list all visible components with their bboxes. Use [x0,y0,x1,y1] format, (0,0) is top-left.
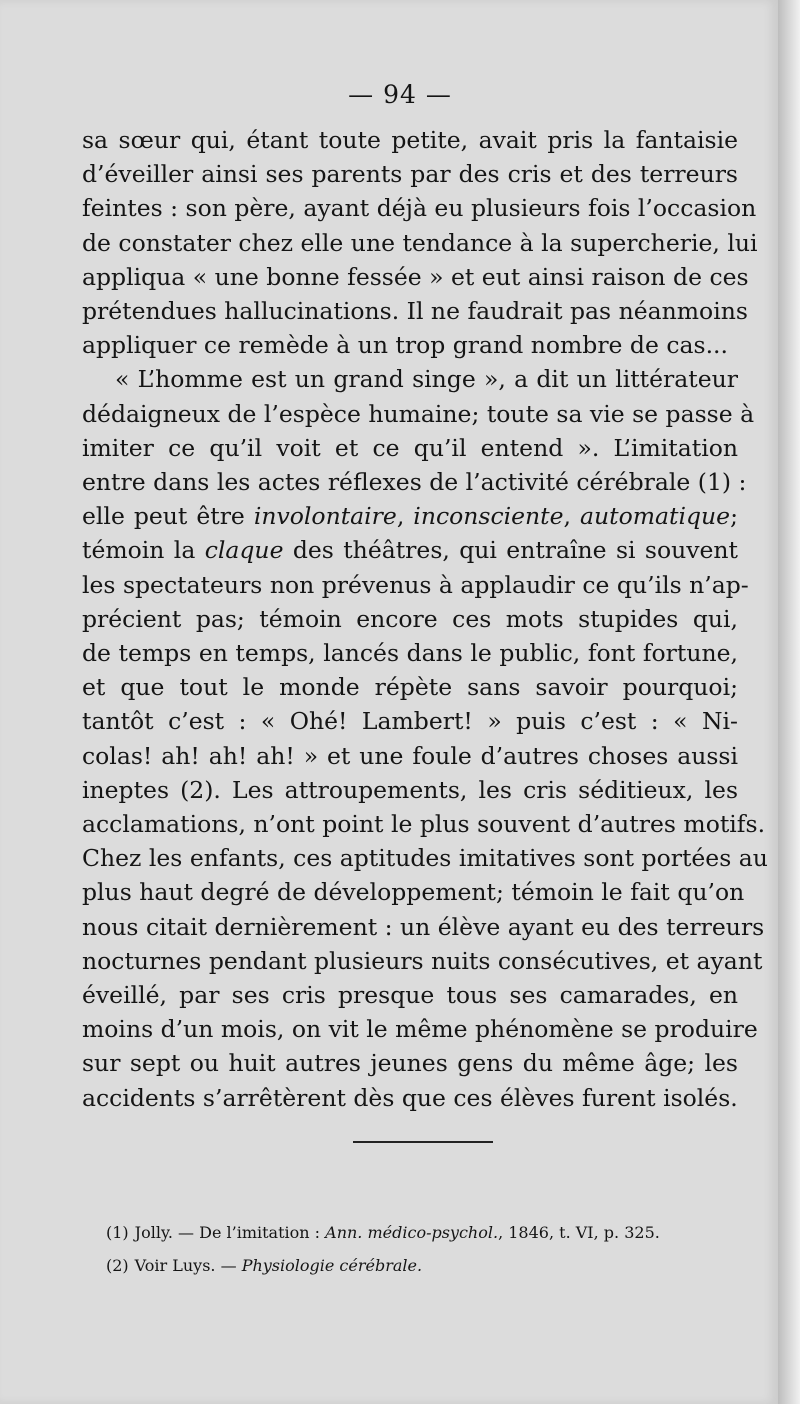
text-line: entre dans les actes réflexes de l’activité cérébrale (1) : [82,468,747,497]
footnotes [106,1216,726,1282]
text-line: sur sept ou huit autres jeunes gens du même âge; les [82,1049,738,1078]
text-line: nous citait dernièrement : un élève ayant eu des terreurs [82,912,765,941]
text-line: colas! ah! ah! ah! » et une foule d’autres choses aussi [82,741,738,770]
footnote-number: (1) [106,1223,129,1242]
text-line: appliquer ce remède à un trop grand nombre de cas... [82,331,728,360]
text-line: Chez les enfants, ces aptitudes imitatives sont portées au [82,844,768,873]
footnote-text: Jolly. — De l’imitation : [134,1223,326,1242]
text-line: dédaigneux de l’espèce humaine; toute sa vie se passe à [82,399,755,428]
text-segment: ; [730,502,738,531]
text-line: et que tout le monde répète sans savoir pourquoi; [82,673,738,702]
page-number: — 94 — [348,80,452,109]
text-line: moins d’un mois, on vit le même phénomène se produire [82,1015,758,1044]
page-edge-shadow [778,0,800,1404]
text-segment: , [563,502,580,531]
text-segment: elle peut être [82,502,254,531]
text-line: de temps en temps, lancés dans le public, font fortune, [82,639,738,668]
footnote-divider [353,1141,493,1143]
footnote-text: Voir Luys. — [134,1256,242,1275]
footnote-1 [106,1216,726,1249]
text-line: précient pas; témoin encore ces mots stupides qui, [82,604,738,633]
text-segment: des théâtres, qui entraîne si souvent [283,536,738,565]
text-segment: témoin la [82,536,205,565]
text-line: plus haut degré de développement; témoin le fait qu’on [82,878,745,907]
footnote-number: (2) [106,1256,129,1275]
footnote-text: , 1846, t. VI, p. 325. [498,1223,660,1242]
text-line: prétendues hallucinations. Il ne faudrait pas néanmoins [82,297,748,326]
text-line: imiter ce qu’il voit et ce qu’il entend ». L’imitation [82,433,738,462]
italic-term: inconsciente [413,502,564,531]
text-line: feintes : son père, ayant déjà eu plusieurs fois l’occasion [82,194,757,223]
italic-term: involontaire [253,502,397,531]
text-line: les spectateurs non prévenus à applaudir ce qu’ils n’ap- [82,570,749,599]
text-line: « L’homme est un grand singe », a dit un littérateur [115,365,738,394]
text-line: sa sœur qui, étant toute petite, avait pris la fantaisie [82,126,738,154]
text-line-italic-term [82,533,738,567]
text-line: éveillé, par ses cris presque tous ses camarades, en [82,981,738,1010]
italic-term: automatique [580,502,731,531]
italic-term: claque [204,536,284,565]
text-line: acclamations, n’ont point le plus souvent d’autres motifs. [82,810,766,839]
footnote-italic-title: Physiologie cérébrale. [241,1256,423,1275]
text-line-italic-terms [82,499,738,533]
body-text [82,123,768,1115]
text-line: appliqua « une bonne fessée » et eut ainsi raison de ces [82,262,749,291]
footnote-2 [106,1249,726,1282]
footnote-italic-title: Ann. médico-psychol. [325,1223,499,1242]
text-line: nocturnes pendant plusieurs nuits consécutives, et ayant [82,946,763,975]
text-line: ineptes (2). Les attroupements, les cris séditieux, les [82,775,738,804]
text-line: de constater chez elle une tendance à la supercherie, lui [82,228,758,257]
text-line: accidents s’arrêtèrent dès que ces élèves furent isolés. [82,1083,738,1112]
text-line: tantôt c’est : « Ohé! Lambert! » puis c’est : « Ni- [82,707,738,736]
text-segment: , [396,502,414,531]
text-line: d’éveiller ainsi ses parents par des cris et des terreurs [82,160,738,189]
